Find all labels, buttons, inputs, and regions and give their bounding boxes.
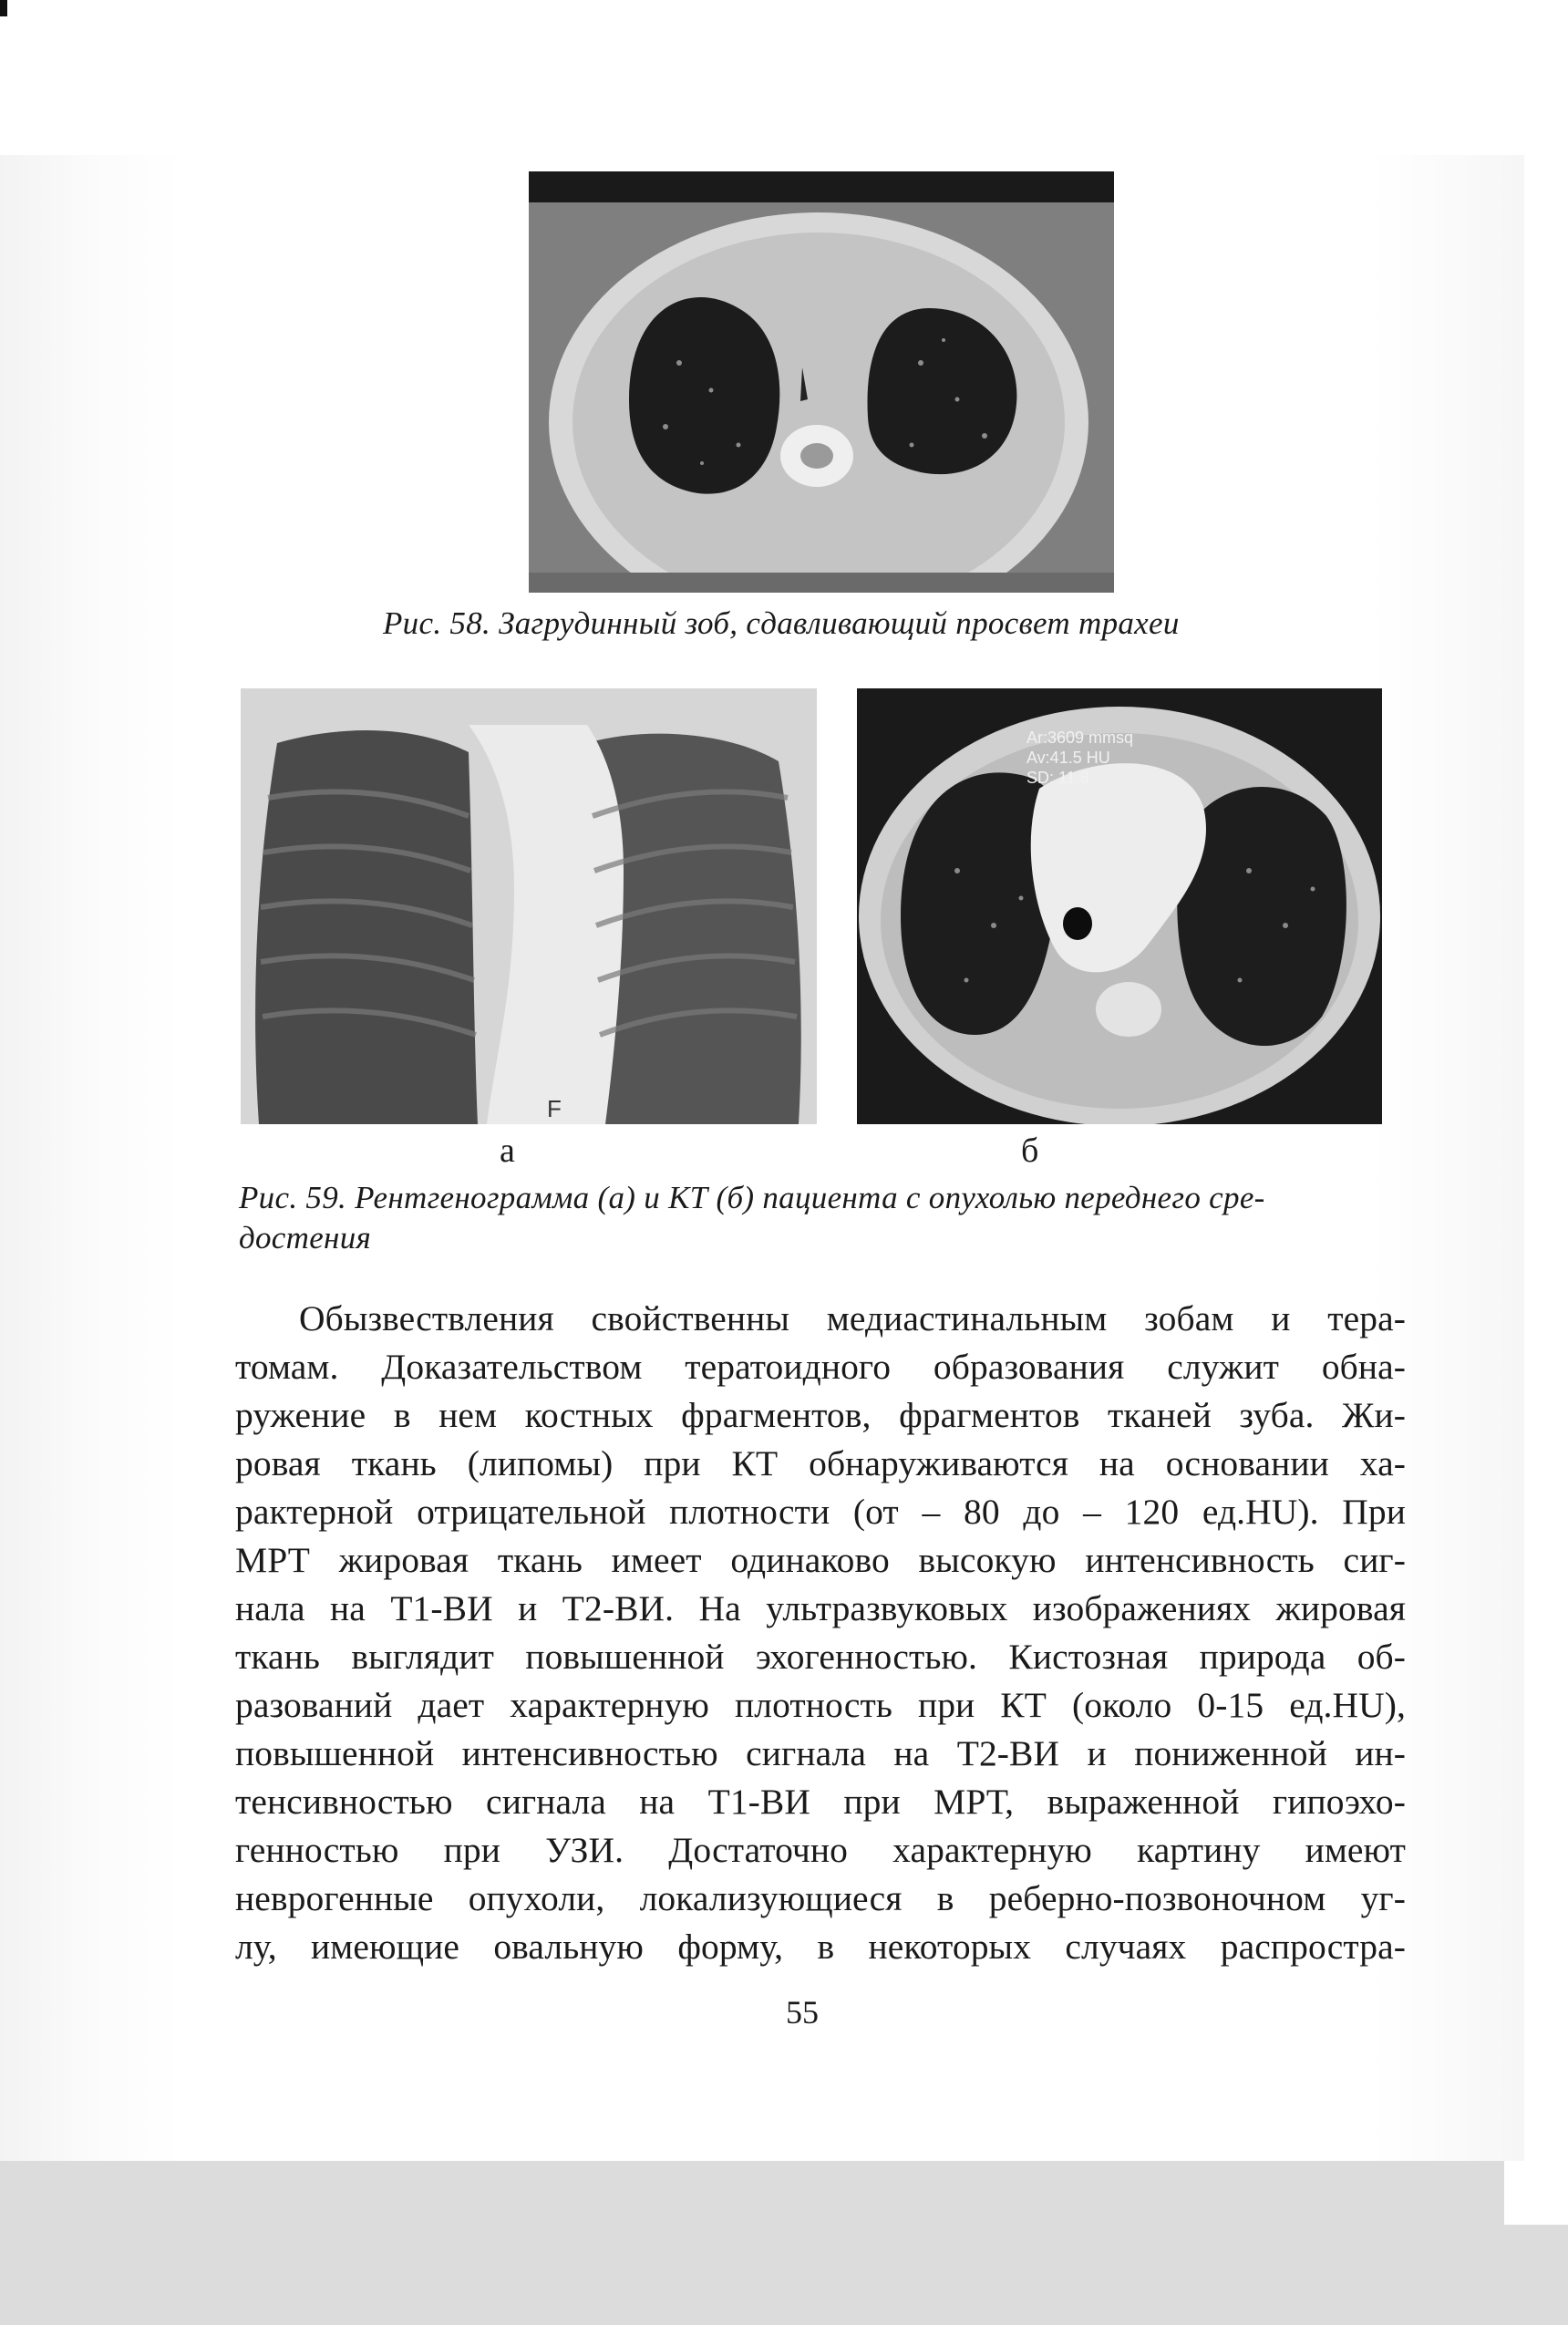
figure-59a-radiograph [241, 688, 817, 1124]
figure-59-caption-line1: Рис. 59. Рентгенограмма (а) и КТ (б) пациента с опухолью переднего сре- [239, 1180, 1265, 1215]
figure-59-label-a: а [500, 1132, 515, 1170]
ct-overlay-sd: SD: 11.8 [1026, 769, 1089, 787]
body-line: томам. Доказательством тератоидного образования служит обна- [235, 1347, 1406, 1387]
figure-59-caption-line2: достения [239, 1220, 372, 1256]
ct-mediastinum-illustration [857, 688, 1382, 1124]
ct-overlay-area: Ar:3609 mmsq [1026, 728, 1134, 747]
page-number: 55 [786, 1994, 819, 2030]
xray-marker-f: F [547, 1095, 562, 1122]
body-line: Обызвествления свойственны медиастинальным зобам и тера- [299, 1298, 1406, 1338]
body-line: ткань выглядит повышенной эхогенностью. Кистозная природа об- [235, 1637, 1406, 1677]
body-line: ровая ткань (липомы) при КТ обнаруживаются на основании ха- [235, 1443, 1406, 1483]
figure-59b-ct-image [857, 688, 1382, 1124]
figure-59-label-b: б [1021, 1132, 1039, 1170]
scan-bottom-band-edge [1504, 2225, 1568, 2325]
figure-58-caption: Рис. 58. Загрудинный зоб, сдавливающий просвет трахеи [383, 605, 1180, 641]
ct-thorax-illustration [529, 171, 1114, 593]
body-line: генностью при УЗИ. Достаточно характерную картину имеют [235, 1830, 1406, 1870]
body-line: лу, имеющие овальную форму, в некоторых случаях распростра- [235, 1927, 1406, 1967]
figure-58-ct-image [529, 171, 1114, 593]
body-line: МРТ жировая ткань имеет одинаково высокую интенсивность сиг- [235, 1540, 1406, 1580]
body-line: разований дает характерную плотность при КТ (около 0-15 ед.HU), [235, 1685, 1406, 1725]
scan-corner-mark [0, 0, 7, 16]
body-line: ружение в нем костных фрагментов, фрагментов тканей зуба. Жи- [235, 1395, 1406, 1435]
body-line: тенсивностью сигнала на T1-ВИ при МРТ, выраженной гипоэхо- [235, 1782, 1406, 1822]
body-paragraph [235, 1295, 1406, 1971]
chest-xray-illustration [241, 688, 817, 1124]
body-line: рактерной отрицательной плотности (от – 80 до – 120 ед.HU). При [235, 1492, 1406, 1532]
body-line: нала на T1-ВИ и T2-ВИ. На ультразвуковых изображениях жировая [235, 1588, 1406, 1628]
scan-bottom-band [0, 2161, 1504, 2325]
ct-overlay-mean: Av:41.5 HU [1026, 749, 1110, 767]
body-line: неврогенные опухоли, локализующиеся в реберно-позвоночном уг- [235, 1878, 1406, 1918]
body-line: повышенной интенсивностью сигнала на T2-ВИ и пониженной ин- [235, 1733, 1406, 1773]
